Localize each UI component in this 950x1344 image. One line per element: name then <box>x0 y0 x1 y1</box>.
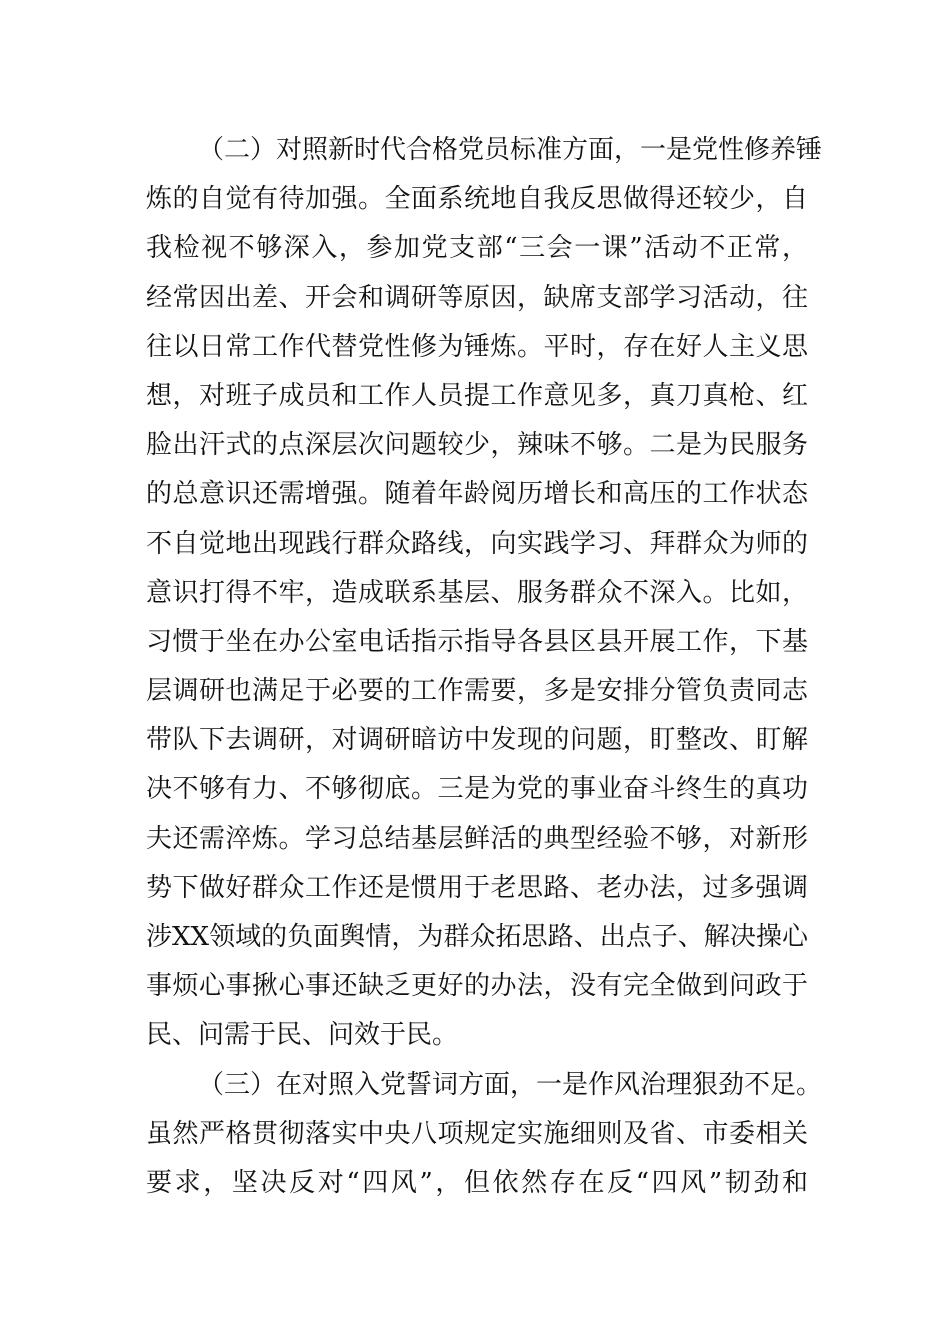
paragraph-line: 的总意识还需增强。随着年龄阅历增长和高压的工作状态 <box>146 479 808 510</box>
paragraph-line: 经常因出差、开会和调研等原因，缺席支部学习活动，往 <box>146 282 808 313</box>
paragraph-line: 脸出汗式的点深层次问题较少，辣味不够。二是为民服务 <box>146 430 808 461</box>
paragraph-line: 层调研也满足于必要的工作需要，多是安排分管负责同志 <box>146 676 808 707</box>
paragraph-line: 我检视不够深入，参加党支部“三会一课”活动不正常， <box>146 233 808 264</box>
paragraph-line: 意识打得不牢，造成联系基层、服务群众不深入。比如， <box>146 577 808 608</box>
paragraph-line: （三）在对照入党誓词方面，一是作风治理狠劲不足。 <box>198 1069 823 1100</box>
paragraph-line: 习惯于坐在办公室电话指示指导各县区县开展工作，下基 <box>146 626 808 657</box>
paragraph-line: 不自觉地出现践行群众路线，向实践学习、拜群众为师的 <box>146 528 808 559</box>
paragraph-line: 虽然严格贯彻落实中央八项规定实施细则及省、市委相关 <box>146 1118 808 1149</box>
paragraph-line: 决不够有力、不够彻底。三是为党的事业奋斗终生的真功 <box>146 774 808 805</box>
paragraph-line: 事烦心事揪心事还缺乏更好的办法，没有完全做到问政于 <box>146 971 808 1002</box>
paragraph-line: 想，对班子成员和工作人员提工作意见多，真刀真枪、红 <box>146 380 808 411</box>
paragraph-line: （二）对照新时代合格党员标准方面，一是党性修养锤 <box>198 135 823 165</box>
paragraph-line: 涉XX领域的负面舆情，为群众拓思路、出点子、解决操心 <box>146 922 808 952</box>
paragraph-line: 民、问需于民、问效于民。 <box>146 1020 459 1051</box>
paragraph-line: 往以日常工作代替党性修为锤炼。平时，存在好人主义思 <box>146 331 808 362</box>
paragraph-line: 炼的自觉有待加强。全面系统地自我反思做得还较少，自 <box>146 184 808 215</box>
paragraph-line: 夫还需淬炼。学习总结基层鲜活的典型经验不够，对新形 <box>146 823 808 854</box>
document-body <box>146 126 823 1208</box>
paragraph-line: 带队下去调研，对调研暗访中发现的问题，盯整改、盯解 <box>146 725 808 756</box>
paragraph-line: 势下做好群众工作还是惯用于老思路、老办法，过多强调 <box>146 872 808 903</box>
paragraph-line: 要求，坚决反对“四风”，但依然存在反“四风”韧劲和 <box>146 1167 808 1198</box>
